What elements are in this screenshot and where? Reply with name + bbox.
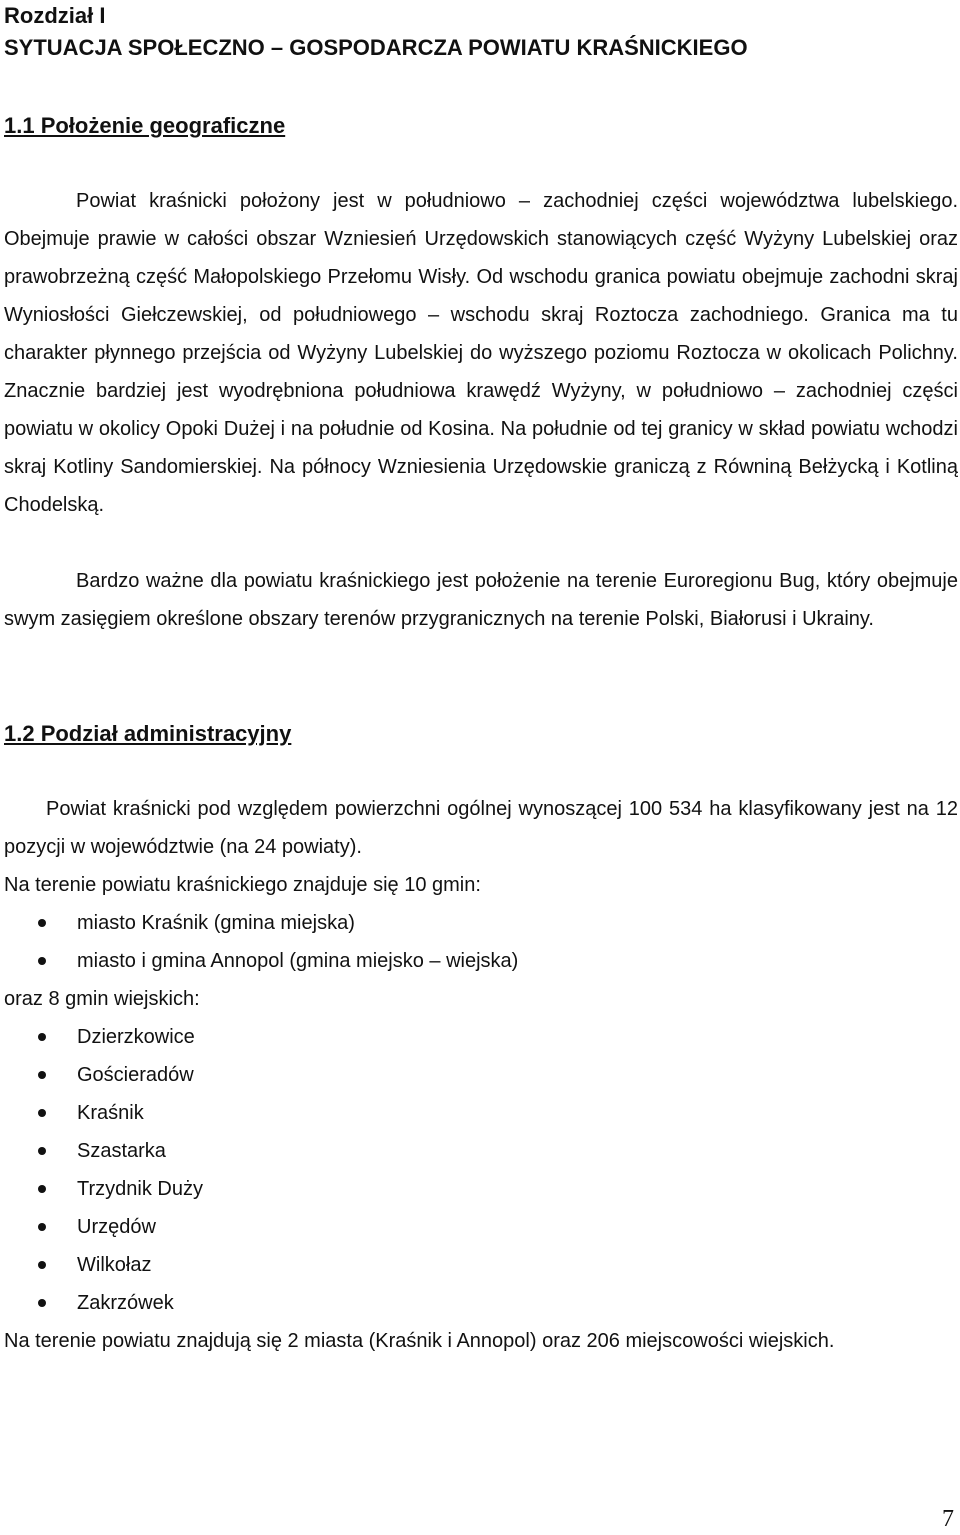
list-item: miasto Kraśnik (gmina miejska) — [4, 904, 518, 942]
list-item: Gościeradów — [4, 1056, 203, 1094]
chapter-heading: Rozdział I — [4, 3, 106, 28]
list-item: Urzędów — [4, 1208, 203, 1246]
geography-paragraph: Powiat kraśnicki położony jest w południowo – zachodniej części województwa lubelskiego. Obejmuje prawie w całości obszar Wzniesień Urzędowskich stanowiących część Wyżyny Lubelskiej oraz prawobrzeżną część Małopolskiego Przełomu Wisły. Od wschodu granica powiatu obejmuje zachodni skraj Wyniosłości Giełczewskiej, od południowego – wschodu skraj Roztocza zachodniego. Granica ma tu charakter płynnego przejścia od Wyżyny Lubelskiej do wyższego poziomu Roztocza w okolicach Polichny. Znacznie bardziej jest wyodrębniona południowa krawędź Wyżyny, w południowo – zachodniej części powiatu w okolicy Opoki Dużej i na południe od Kosina. Na południe od tej granicy w skład powiatu wchodzi skraj Kotliny Sandomierskiej. Na północy Wzniesienia Urzędowskie graniczą z Równiną Bełżycką i Kotliną Chodelską. — [4, 190, 958, 516]
euroregion-paragraph: Bardzo ważne dla powiatu kraśnickiego jest położenie na terenie Euroregionu Bug, który obejmuje swym zasięgiem określone obszary terenów przygranicznych na terenie Polski, Białorusi i Ukrainy. — [4, 570, 958, 630]
page-number: 7 — [942, 1506, 954, 1532]
rural-gminas-intro: oraz 8 gmin wiejskich: — [4, 988, 200, 1010]
section-heading-geography: 1.1 Położenie geograficzne — [4, 113, 286, 138]
document-title: SYTUACJA SPOŁECZNO – GOSPODARCZA POWIATU KRAŚNICKIEGO — [4, 35, 748, 60]
towns-paragraph: Na terenie powiatu znajdują się 2 miasta (Kraśnik i Annopol) oraz 206 miejscowości wiejskich. — [4, 1330, 835, 1352]
area-paragraph: Powiat kraśnicki pod względem powierzchni ogólnej wynoszącej 100 534 ha klasyfikowany jest na 12 pozycji w województwie (na 24 powiaty). — [4, 798, 958, 858]
section-heading-administration: 1.2 Podział administracyjny — [4, 721, 292, 746]
list-item: Zakrzówek — [4, 1284, 203, 1322]
list-item: Dzierzkowice — [4, 1018, 203, 1056]
list-item: miasto i gmina Annopol (gmina miejsko – wiejska) — [4, 942, 518, 980]
list-item: Kraśnik — [4, 1094, 203, 1132]
list-item: Wilkołaz — [4, 1246, 203, 1284]
list-item: Szastarka — [4, 1132, 203, 1170]
urban-gminas-list — [4, 904, 518, 980]
list-item: Trzydnik Duży — [4, 1170, 203, 1208]
gminas-intro: Na terenie powiatu kraśnickiego znajduje się 10 gmin: — [4, 874, 481, 896]
rural-gminas-list — [4, 1018, 203, 1322]
